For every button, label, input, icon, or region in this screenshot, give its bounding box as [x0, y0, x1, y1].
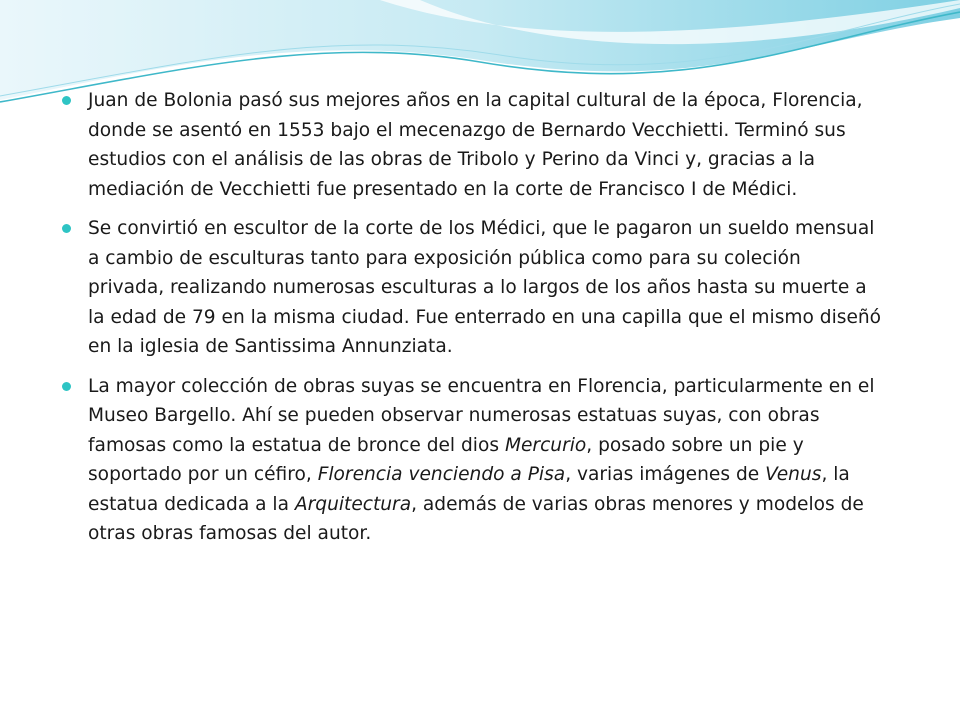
- bullet-text: [88, 218, 881, 357]
- bullet-list: [62, 86, 882, 559]
- text-segment: , varias imágenes de: [565, 464, 766, 485]
- text-segment: , la estatua dedicada a la: [88, 464, 850, 515]
- italic-title: Mercurio: [504, 434, 587, 456]
- text-segment: Se convirtió en escultor de la corte de los Médici, que le pagaron un sueldo mensual a cambio de esculturas tanto para exposición pública como para su coleción privada, realizando numerosas esculturas a lo largos de los años hasta su muerte a la edad de 79 en la misma ciudad. Fue enterrado en una capilla que el mismo diseñó en la iglesia de Santissima Annunziata.: [88, 218, 882, 357]
- bullet-item: [62, 86, 882, 204]
- text-segment: , además de varias obras menores y modelos de otras obras famosas del autor.: [88, 493, 864, 544]
- bullet-text: [88, 376, 875, 545]
- text-segment: , posado sobre un pie y soportado por un céfiro,: [88, 434, 804, 485]
- bullet-dot-icon: [62, 382, 71, 391]
- bullet-item: [62, 372, 882, 549]
- bullet-dot-icon: [62, 96, 71, 105]
- italic-title: Arquitectura: [294, 493, 412, 515]
- text-segment: La mayor colección de obras suyas se encuentra en Florencia, particularmente en el Museo Bargello. Ahí se pueden observar numerosas estatuas suyas, con obras famosas como la estatua de bronce del dios: [88, 375, 875, 456]
- bullet-dot-icon: [62, 224, 71, 233]
- bullet-text: [88, 90, 863, 200]
- bullet-item: [62, 214, 882, 362]
- wave-fill: [0, 0, 960, 100]
- text-segment: Juan de Bolonia pasó sus mejores años en la capital cultural de la época, Florencia, donde se asentó en 1553 bajo el mecenazgo de Bernardo Vecchietti. Terminó sus estudios con el análisis de las obras de Tribolo y Perino da Vinci y, gracias a la mediación de Vecchietti fue presentado en la corte de Francisco I de Médici.: [88, 90, 863, 200]
- italic-title: Florencia venciendo a Pisa: [317, 464, 566, 485]
- italic-title: Venus: [765, 464, 822, 485]
